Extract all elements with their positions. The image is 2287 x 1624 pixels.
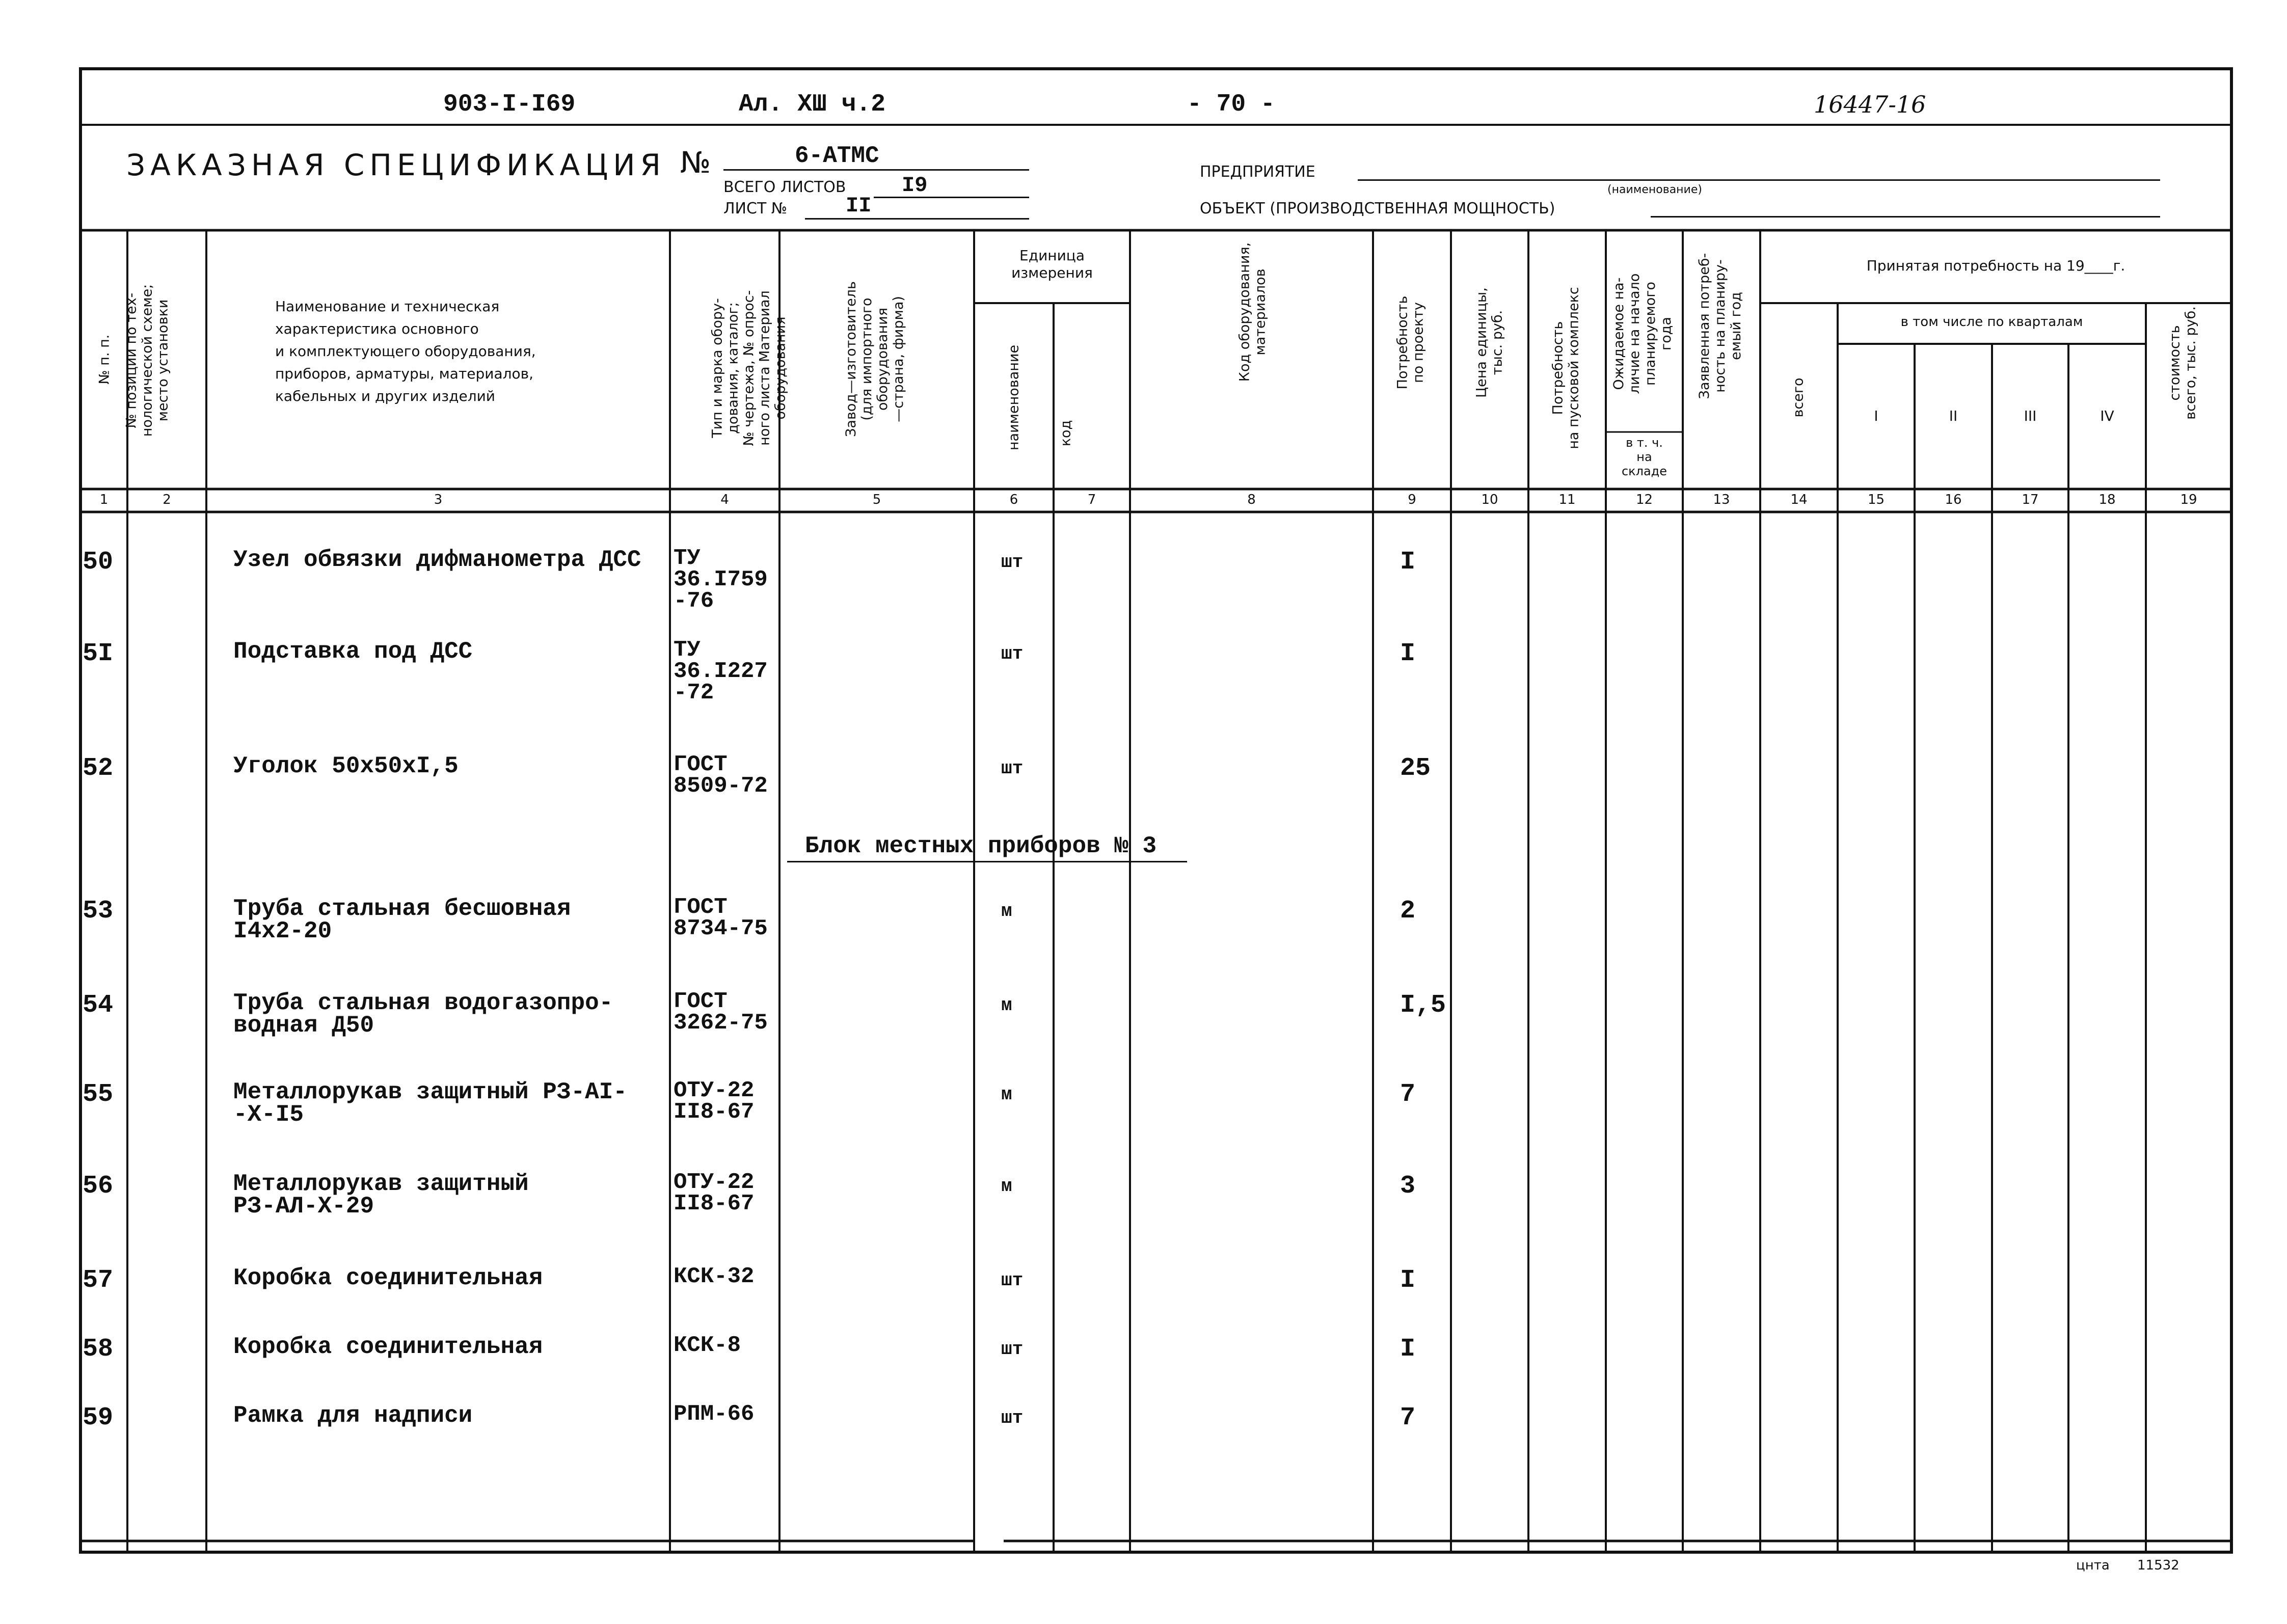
page-number: - 70 - <box>1187 91 1275 118</box>
row-name: Коробка соединительная <box>233 1265 543 1291</box>
row-type: ТУ 36.I227 -72 <box>674 637 768 706</box>
col-header-14: всего <box>1790 377 1807 418</box>
row-name: Металлорукав защитный РЗ-АЛ-Х-29 <box>233 1171 529 1220</box>
column-number: 8 <box>1247 492 1256 507</box>
col-header-q1: I <box>1874 408 1878 424</box>
row-unit: шт <box>1001 1339 1024 1360</box>
row-unit: м <box>1001 1176 1012 1197</box>
row-type: ОТУ-22 II8-67 <box>674 1170 755 1216</box>
column-number: 7 <box>1087 492 1096 507</box>
row-qty: 7 <box>1400 1403 1416 1432</box>
column-number: 14 <box>1790 492 1808 507</box>
object-label: ОБЪЕКТ (ПРОИЗВОДСТВЕННАЯ МОЩНОСТЬ) <box>1200 200 1555 218</box>
footer-number: 11532 <box>2137 1558 2180 1573</box>
col-header-5: Завод—изготовитель (для импортного оборудования —страна, фирма) <box>843 281 906 437</box>
column-number: 6 <box>1009 492 1018 507</box>
row-type: КСК-32 <box>674 1264 755 1289</box>
col-header-9: Потребность по проекту <box>1394 295 1427 390</box>
handwritten-number: 16447-16 <box>1814 91 1926 118</box>
column-number: 17 <box>2022 492 2039 507</box>
column-number: 10 <box>1481 492 1498 507</box>
section-title: Блок местных приборов № 3 <box>805 833 1157 859</box>
column-number: 5 <box>872 492 881 507</box>
row-name: Труба стальная водогазопро- водная Д50 <box>233 990 613 1039</box>
row-unit: м <box>1001 995 1012 1016</box>
row-name: Подставка под ДСС <box>233 638 473 665</box>
col-header-q3: III <box>2024 408 2037 424</box>
row-name: Металлорукав защитный РЗ-АI- -Х-I5 <box>233 1079 627 1128</box>
row-qty: I <box>1400 1266 1416 1295</box>
col-header-8: Код оборудования, материалов <box>1236 242 1269 382</box>
column-number: 4 <box>720 492 729 507</box>
row-name: Узел обвязки дифманометра ДСС <box>233 547 641 573</box>
row-name: Труба стальная бесшовная I4х2-20 <box>233 896 571 944</box>
col-header-10: Цена единицы, тыс. руб. <box>1473 287 1505 398</box>
column-number: 9 <box>1408 492 1416 507</box>
row-unit: шт <box>1001 1270 1024 1291</box>
row-unit: шт <box>1001 643 1024 664</box>
total-sheets-underline <box>874 197 1029 198</box>
column-number: 19 <box>2180 492 2197 507</box>
number-value: 6-АТМС <box>795 143 879 169</box>
album-number: Ал. ХШ ч.2 <box>739 91 886 118</box>
row-number: 52 <box>83 754 114 783</box>
column-number: 16 <box>1945 492 1962 507</box>
row-number: 56 <box>83 1172 114 1201</box>
row-type: РПМ-66 <box>674 1401 755 1427</box>
row-number: 5I <box>83 639 114 668</box>
col-header-accepted-group: Принятая потребность на 19____г. <box>1866 257 2125 274</box>
row-type: ГОСТ 8734-75 <box>674 895 768 941</box>
enterprise-underline <box>1358 179 2160 181</box>
row-name: Уголок 50х50хI,5 <box>233 753 459 779</box>
row-number: 55 <box>83 1080 114 1109</box>
row-type: ОТУ-22 II8-67 <box>674 1078 755 1125</box>
row-unit: шт <box>1001 758 1024 779</box>
col-header-11: Потребность на пусковой комплекс <box>1550 287 1582 449</box>
total-sheets-label: ВСЕГО ЛИСТОВ <box>723 178 846 196</box>
column-number: 13 <box>1713 492 1730 507</box>
row-number: 59 <box>83 1403 114 1432</box>
row-unit: шт <box>1001 552 1024 573</box>
column-number: 15 <box>1867 492 1885 507</box>
row-qty: 2 <box>1400 897 1416 926</box>
column-number: 3 <box>434 492 443 507</box>
object-underline <box>1651 216 2160 218</box>
sheet-value: II <box>846 194 872 218</box>
column-number: 1 <box>99 492 109 507</box>
col-header-3: Наименование и техническая характеристика основного и комплектующего оборудования, приборов, арматуры, материалов, кабельных и других изделий <box>275 298 536 404</box>
row-number: 57 <box>83 1266 114 1295</box>
sheet-label: ЛИСТ № <box>723 200 788 218</box>
col-header-quarters-group: в том числе по кварталам <box>1900 314 2083 330</box>
row-qty: I <box>1400 548 1416 577</box>
doc-code: 903-I-I69 <box>443 91 576 118</box>
row-type: КСК-8 <box>674 1333 741 1358</box>
row-number: 50 <box>83 548 114 577</box>
row-type: ГОСТ 3262-75 <box>674 989 768 1036</box>
col-header-19: стоимость всего, тыс. руб. <box>2167 306 2199 420</box>
sheet-underline <box>805 218 1029 220</box>
row-qty: 25 <box>1400 754 1431 783</box>
col-header-4: Тип и марка обору- дования, каталог; № чертежа, № опрос- ного листа Материал оборудования <box>709 290 789 446</box>
col-header-12-sub: в т. ч. на складе <box>1621 436 1667 478</box>
column-number: 12 <box>1635 492 1653 507</box>
col-header-6: наименование <box>1006 344 1022 451</box>
number-label: № <box>680 145 711 180</box>
row-type: ТУ 36.I759 -76 <box>674 546 768 614</box>
col-header-12: Ожидаемое на- личие на начало планируемого года <box>1611 273 1674 394</box>
total-sheets-value: I9 <box>902 173 928 198</box>
row-qty: I <box>1400 639 1416 668</box>
column-number: 11 <box>1558 492 1576 507</box>
row-qty: 3 <box>1400 1172 1416 1201</box>
col-header-1: № п. п. <box>96 334 113 385</box>
row-number: 58 <box>83 1335 114 1364</box>
col-header-13: Заявленная потреб- ность на планиру- емый год <box>1697 253 1744 399</box>
row-unit: шт <box>1001 1408 1024 1428</box>
col-header-7: код <box>1058 420 1074 447</box>
section-title-underline <box>787 861 1187 862</box>
row-name: Коробка соединительная <box>233 1334 543 1360</box>
row-qty: I <box>1400 1335 1416 1364</box>
column-number: 2 <box>163 492 171 507</box>
row-type: ГОСТ 8509-72 <box>674 752 768 799</box>
footer-stamp: цнта <box>2076 1558 2110 1573</box>
row-qty: 7 <box>1400 1080 1416 1109</box>
col-header-q4: IV <box>2100 408 2114 424</box>
row-number: 54 <box>83 991 114 1020</box>
enterprise-label: ПРЕДПРИЯТИЕ <box>1200 163 1315 181</box>
document-title: ЗАКАЗНАЯ СПЕЦИФИКАЦИЯ <box>126 148 666 182</box>
number-underline <box>723 169 1029 171</box>
col-header-2: № позиции по тех- нологической схеме; место установки <box>123 284 171 437</box>
row-name: Рамка для надписи <box>233 1402 473 1429</box>
col-header-unit-group: Единица измерения <box>1011 247 1093 281</box>
naming-note: (наименование) <box>1607 183 1702 196</box>
row-number: 53 <box>83 897 114 926</box>
row-unit: м <box>1001 1084 1012 1105</box>
column-number: 18 <box>2098 492 2116 507</box>
row-unit: м <box>1001 901 1012 922</box>
col-header-q2: II <box>1949 408 1958 424</box>
row-qty: I,5 <box>1400 991 1446 1020</box>
